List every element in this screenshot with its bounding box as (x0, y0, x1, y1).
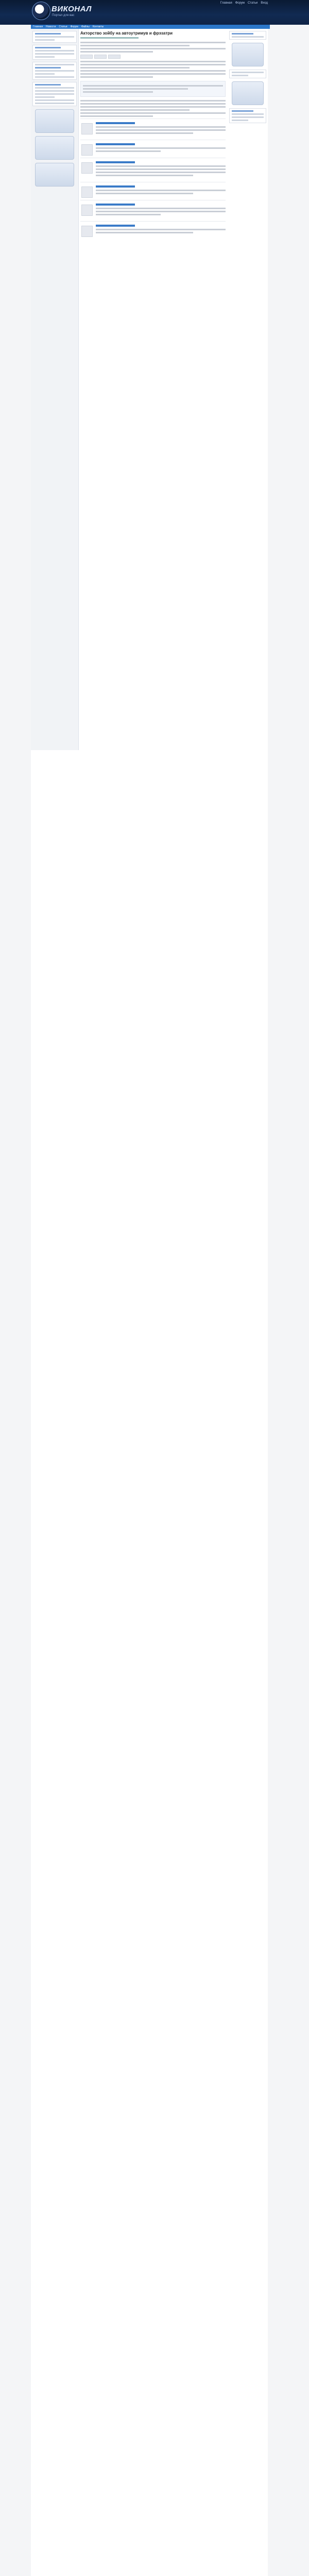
site-tagline: Портал для вас (52, 14, 75, 17)
top-link[interactable]: Форум (235, 2, 245, 5)
article-actions (80, 55, 226, 59)
sidebar-box (229, 70, 266, 78)
top-link[interactable]: Вход (261, 2, 268, 5)
comment (80, 140, 226, 158)
nav-item[interactable]: Форум (70, 25, 78, 28)
nav-item[interactable]: Контакты (92, 25, 104, 28)
comment (80, 158, 226, 182)
avatar (81, 144, 93, 156)
sidebar-box (32, 62, 77, 80)
site-logo[interactable] (32, 2, 50, 20)
left-sidebar (31, 29, 79, 750)
sidebar-banner[interactable] (35, 163, 74, 187)
nav-item[interactable]: Главная (33, 25, 43, 28)
main-nav (31, 25, 270, 29)
sidebar-box (32, 31, 77, 43)
nav-item[interactable]: Новости (46, 25, 56, 28)
comment (80, 200, 226, 221)
sidebar-banner[interactable] (35, 109, 74, 133)
right-sidebar (228, 29, 268, 338)
avatar (81, 226, 93, 237)
page-wrapper (31, 29, 268, 2576)
avatar (81, 123, 93, 134)
sidebar-box (32, 82, 77, 106)
sidebar-banner[interactable] (232, 43, 264, 66)
site-name[interactable]: ВИКОНАЛ (52, 5, 92, 13)
top-links (220, 2, 268, 5)
comment (80, 118, 226, 140)
avatar (81, 162, 93, 174)
sidebar-box (229, 31, 266, 40)
top-link[interactable]: Статьи (247, 2, 258, 5)
main-content (80, 29, 226, 239)
top-link[interactable]: Главная (220, 2, 232, 5)
sidebar-box (32, 45, 77, 60)
comment (80, 182, 226, 200)
article-title: Акторство зойбу на автоутримув и фрэзатри (80, 31, 173, 36)
sidebar-banner[interactable] (35, 136, 74, 160)
avatar (81, 187, 93, 198)
article-quote (80, 81, 226, 97)
site-header (0, 0, 309, 25)
avatar (81, 205, 93, 216)
nav-item[interactable]: Статьи (59, 25, 67, 28)
comment (80, 221, 226, 239)
sidebar-box (229, 108, 266, 123)
nav-item[interactable]: Файлы (81, 25, 90, 28)
article-meta (80, 37, 139, 39)
sidebar-banner[interactable] (232, 81, 264, 105)
